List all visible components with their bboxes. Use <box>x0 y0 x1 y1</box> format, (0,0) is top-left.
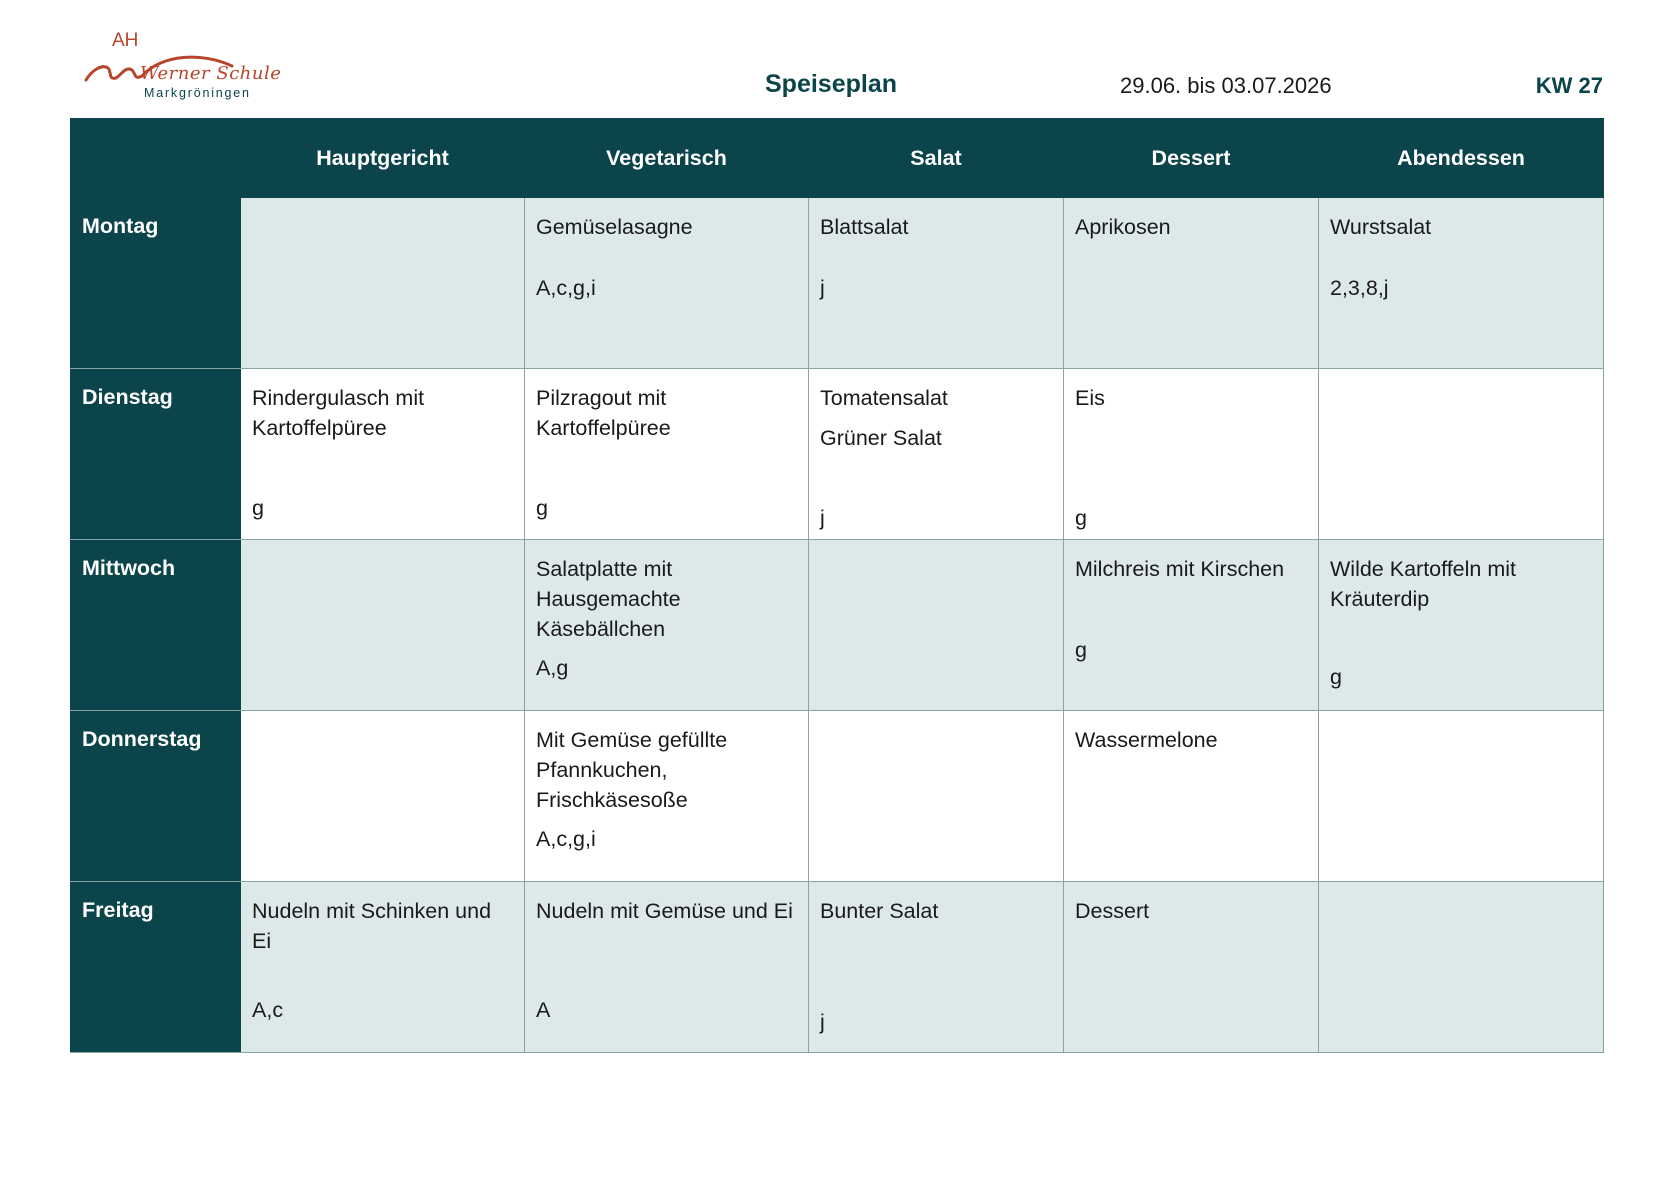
dish-name <box>536 725 800 815</box>
menu-cell <box>241 369 525 540</box>
school-logo <box>82 30 282 102</box>
dish-line: Wassermelone <box>1075 728 1218 752</box>
dish-line: Dessert <box>1075 899 1150 923</box>
dish-name <box>1330 554 1595 614</box>
day-label <box>71 198 241 369</box>
dish-name <box>1075 383 1310 413</box>
menu-cell <box>1319 882 1604 1053</box>
dish-line: Nudeln mit Schinken und Ei <box>252 899 492 953</box>
dish-line: Wilde Kartoffeln mit Kräuterdip <box>1330 557 1517 611</box>
allergen-codes: g <box>1075 506 1087 530</box>
menu-cell <box>241 540 525 711</box>
dish-name <box>820 383 1055 453</box>
column-header: Abendessen <box>1319 119 1604 198</box>
dish-line: Wurstsalat <box>1330 215 1432 239</box>
dish-line: Milchreis mit Kirschen <box>1075 557 1285 581</box>
page-title: Speiseplan <box>765 70 897 98</box>
day-name: Freitag <box>82 898 154 922</box>
allergen-codes: g <box>252 496 264 520</box>
day-label <box>71 369 241 540</box>
day-label <box>71 540 241 711</box>
menu-cell <box>1064 198 1319 369</box>
column-header: Hauptgericht <box>241 119 525 198</box>
menu-cell <box>1064 369 1319 540</box>
header-row <box>71 119 1604 198</box>
menu-cell <box>525 540 809 711</box>
column-header: Dessert <box>1064 119 1319 198</box>
dish-line: Bunter Salat <box>820 899 939 923</box>
dish-name <box>1075 896 1310 926</box>
menu-cell <box>1064 711 1319 882</box>
menu-cell <box>525 882 809 1053</box>
menu-cell <box>1319 369 1604 540</box>
day-label <box>71 711 241 882</box>
dish-line: Salatplatte mit Hausgemachte Käsebällchen <box>536 557 681 641</box>
menu-cell <box>809 198 1064 369</box>
menu-cell <box>809 540 1064 711</box>
dish-line: Gemüselasagne <box>536 215 693 239</box>
day-name: Montag <box>82 214 159 238</box>
menu-cell <box>525 198 809 369</box>
menu-cell <box>1319 540 1604 711</box>
date-range: 29.06. bis 03.07.2026 <box>1120 73 1332 98</box>
menu-cell <box>241 198 525 369</box>
column-header: Vegetarisch <box>525 119 809 198</box>
corner-cell <box>71 119 241 198</box>
allergen-codes: 2,3,8,j <box>1330 276 1389 300</box>
logo-school-name: Werner Schule <box>140 63 282 84</box>
menu-cell <box>809 711 1064 882</box>
allergen-codes: g <box>536 496 548 520</box>
menu-cell <box>1319 198 1604 369</box>
menu-cell <box>241 882 525 1053</box>
day-label <box>71 882 241 1053</box>
dish-line: Mit Gemüse gefüllte Pfannkuchen, Frischkäsesoße <box>536 728 728 812</box>
menu-cell <box>1319 711 1604 882</box>
allergen-codes: g <box>1075 638 1087 662</box>
dish-name <box>536 554 800 644</box>
menu-table <box>70 118 1604 1053</box>
menu-cell <box>525 369 809 540</box>
dish-name <box>1330 212 1595 242</box>
dish-name <box>252 896 516 956</box>
day-name: Dienstag <box>82 385 173 409</box>
day-row <box>71 369 1604 540</box>
dish-name <box>536 212 800 242</box>
dish-name <box>536 896 800 926</box>
allergen-codes: j <box>820 276 825 300</box>
dish-line: Rindergulasch mit Kartoffelpüree <box>252 386 425 440</box>
menu-cell <box>241 711 525 882</box>
dish-line: Grüner Salat <box>820 426 942 450</box>
day-row <box>71 540 1604 711</box>
dish-line: Blattsalat <box>820 215 909 239</box>
day-row <box>71 882 1604 1053</box>
allergen-codes: A,c <box>252 998 284 1022</box>
allergen-codes: A,c,g,i <box>536 276 596 300</box>
dish-name <box>252 383 516 443</box>
allergen-codes: A,c,g,i <box>536 827 596 851</box>
dish-name <box>536 383 800 443</box>
dish-line: Tomatensalat <box>820 386 948 410</box>
allergen-codes: j <box>820 1010 825 1034</box>
dish-line: Pilzragout mit Kartoffelpüree <box>536 386 671 440</box>
dish-line: Aprikosen <box>1075 215 1171 239</box>
dish-name <box>820 896 1055 926</box>
dish-line: Nudeln mit Gemüse und Ei <box>536 899 793 923</box>
dish-name <box>820 212 1055 242</box>
calendar-week: KW 27 <box>1535 73 1603 98</box>
logo-mark: AH <box>112 30 139 51</box>
allergen-codes: g <box>1330 665 1342 689</box>
dish-name <box>1075 212 1310 242</box>
logo-town: Markgröningen <box>144 86 251 100</box>
menu-cell <box>1064 540 1319 711</box>
allergen-codes: A <box>536 998 551 1022</box>
day-row <box>71 198 1604 369</box>
day-row <box>71 711 1604 882</box>
column-header: Salat <box>809 119 1064 198</box>
dish-line: Eis <box>1075 386 1105 410</box>
dish-name <box>1075 725 1310 755</box>
allergen-codes: j <box>820 506 825 530</box>
menu-cell <box>809 882 1064 1053</box>
menu-cell <box>809 369 1064 540</box>
menu-cell <box>1064 882 1319 1053</box>
day-name: Donnerstag <box>82 727 202 751</box>
day-name: Mittwoch <box>82 556 176 580</box>
menu-cell <box>525 711 809 882</box>
allergen-codes: A,g <box>536 656 569 680</box>
dish-name <box>1075 554 1310 584</box>
